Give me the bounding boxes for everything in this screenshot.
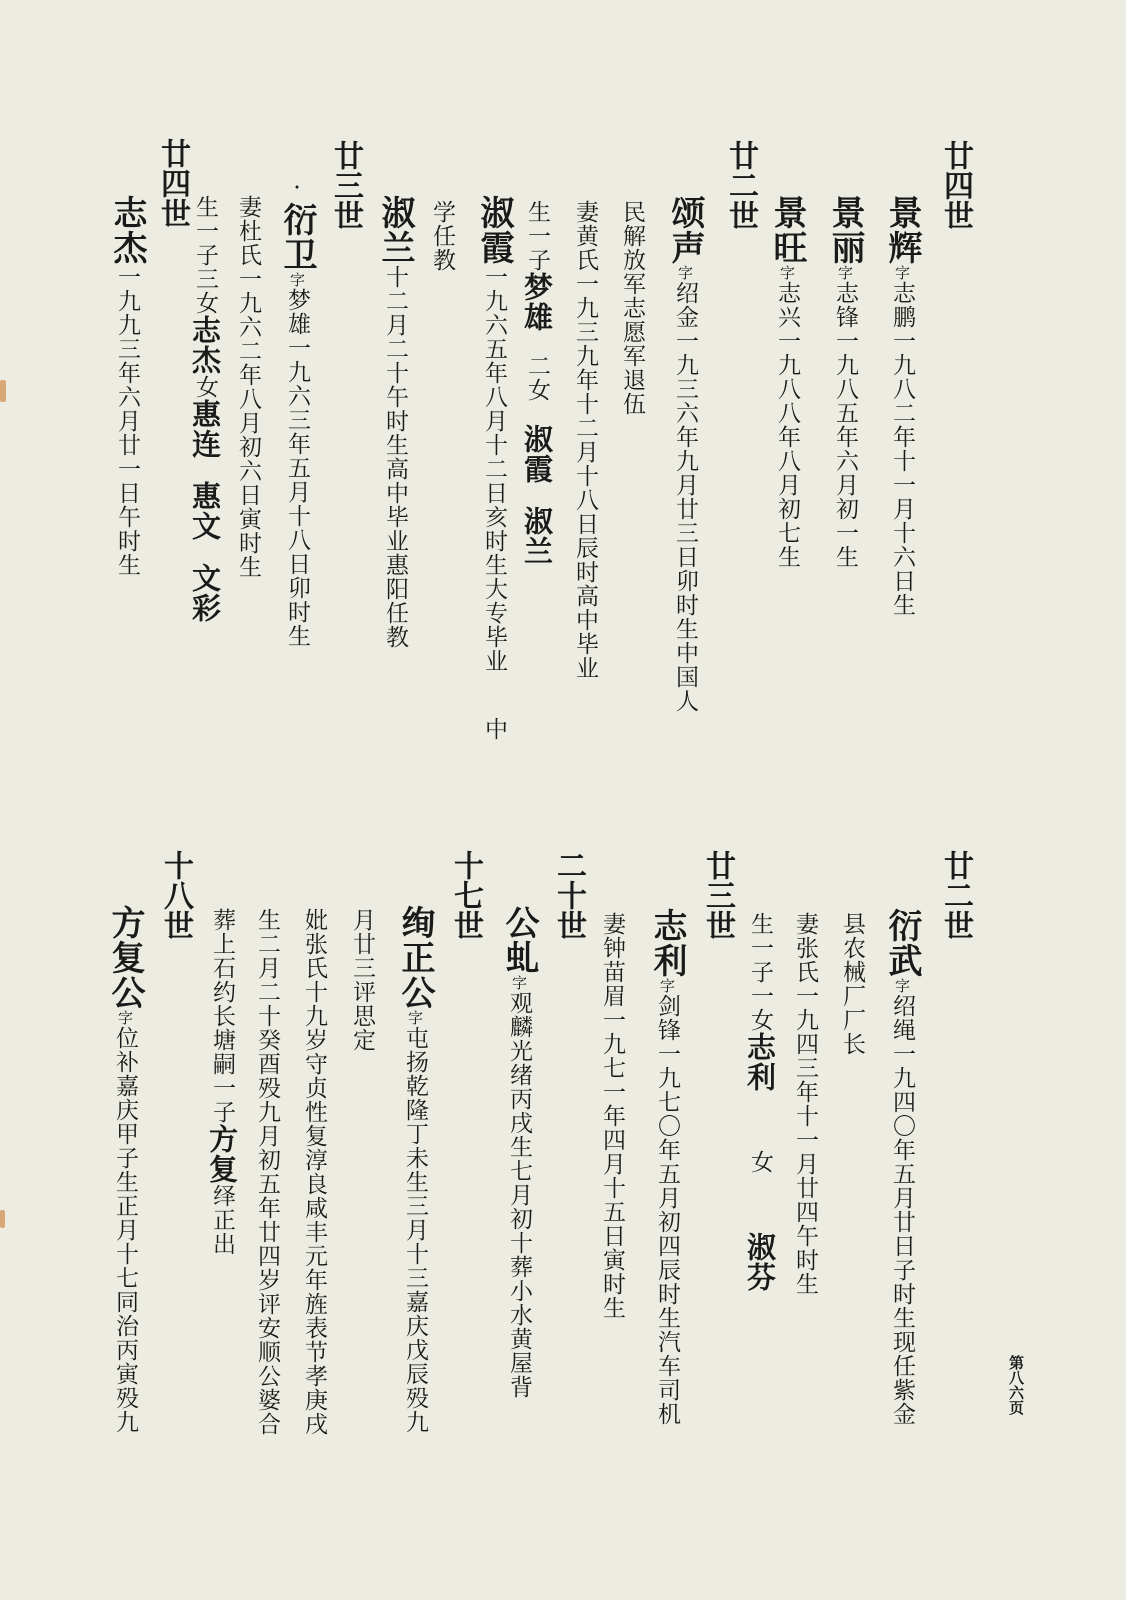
entry-jingwang [767, 195, 807, 569]
entry-songsheng [665, 195, 705, 713]
stain-mark [0, 380, 6, 402]
entry-children: 生一子梦雄二女淑霞淑兰 [520, 200, 554, 566]
person-name: 方复 [205, 1124, 239, 1184]
person-name: 公虬 [499, 905, 539, 975]
entry-jingli [825, 195, 865, 569]
person-name: 志杰 [188, 315, 222, 375]
generation-heading: 廿四世 [938, 140, 973, 230]
mark-dot: · [284, 175, 310, 202]
entry-continuation: 学任教 [429, 200, 455, 272]
zi-marker: 字 [406, 1010, 424, 1026]
entry-zhijie [107, 195, 147, 577]
person-name: 淑霞 [474, 195, 514, 265]
person-name: 绚正公 [395, 905, 435, 1010]
entry-continuation: 葬上石约长塘嗣一子方复绎正出 [205, 908, 239, 1256]
person-name: 景旺 [767, 195, 807, 265]
entry-text: 十二月二十午时生高中毕业惠阳任教 [382, 265, 408, 649]
zi-marker: 字 [893, 265, 911, 281]
entry-spouse: 妻张氏一九四三年十一月廿四午时生 [792, 912, 818, 1296]
entry-spouse: 妻杜氏一九六二年八月初六日寅时生 [235, 195, 261, 579]
entry-yanwu [882, 908, 922, 1426]
person-name: 颂声 [665, 195, 705, 265]
person-name: 志杰 [107, 195, 147, 265]
zi-marker: 字 [836, 265, 854, 281]
entry-shuxia: 淑霞一九六五年八月十二日亥时生大专毕业中 [474, 195, 514, 741]
entry-continuation: 妣张氏十九岁守贞性复淳良咸丰元年旌表节孝庚戌 [301, 908, 327, 1436]
entry-continuation: 月廿三评思定 [349, 908, 375, 1052]
generation-heading: 十七世 [448, 850, 483, 940]
person-name: 景辉 [882, 195, 922, 265]
person-name: 方复公 [105, 905, 145, 1010]
entry-text: 梦雄一九六三年五月十八日卯时生 [284, 288, 310, 648]
zi-marker: 字 [893, 978, 911, 994]
entry-gongqiu [499, 905, 539, 1399]
person-name: 淑兰 [520, 506, 554, 566]
person-name: 景丽 [825, 195, 865, 265]
generation-heading: 廿三世 [328, 140, 363, 230]
generation-heading: 廿三世 [700, 850, 735, 940]
entry-text: 一九九三年六月廿一日午时生 [114, 265, 140, 577]
person-name: 志利 [647, 908, 687, 978]
zi-marker: 字 [658, 978, 676, 994]
entry-zhili [647, 908, 687, 1426]
generation-heading: 十八世 [158, 850, 193, 940]
person-name: 衍卫 [277, 202, 317, 272]
entry-text: 剑锋一九七〇年五月初四辰时生汽车司机 [654, 994, 680, 1426]
generation-heading: 廿四世 [155, 138, 190, 228]
zi-marker: 字 [778, 265, 796, 281]
entry-children: 生一子一女志利女淑芬 [743, 912, 777, 1292]
generation-heading: 廿二世 [723, 140, 758, 230]
page-number: 第八六页 [1007, 1355, 1025, 1415]
person-name: 惠连 [188, 399, 222, 459]
entry-text: 绍金一九三六年九月廿三日卯时生中国人 [672, 281, 698, 713]
entry-children: 生一子三女志杰女惠连惠文文彩 [188, 195, 222, 623]
stain-mark [0, 1210, 5, 1228]
zi-marker: 字 [116, 1010, 134, 1026]
person-name: 梦雄 [520, 272, 554, 332]
person-name: 惠文 [188, 481, 222, 541]
entry-spouse: 妻黄氏一九三九年十二月十八日辰时高中毕业 [572, 200, 598, 680]
generation-heading: 廿二世 [938, 850, 973, 940]
entry-text: 志兴一九八八年八月初七生 [774, 281, 800, 569]
entry-continuation: 生二月二十癸酉殁九月初五年廿四岁评安顺公婆合 [254, 908, 280, 1436]
person-name: 衍武 [882, 908, 922, 978]
entry-jinghui [882, 195, 922, 617]
entry-text: 位补嘉庆甲子生正月十七同治丙寅殁九 [112, 1026, 138, 1434]
person-name: 文彩 [188, 563, 222, 623]
generation-heading: 二十世 [551, 850, 586, 940]
entry-text: 绍绳一九四〇年五月廿日子时生现任紫金 [889, 994, 915, 1426]
person-name: 淑兰 [375, 195, 415, 265]
entry-continuation: 民解放军志愿军退伍 [619, 200, 645, 416]
zi-marker: 字 [676, 265, 694, 281]
entry-text: 志鹏一九八二年十一月十六日生 [889, 281, 915, 617]
entry-shulan [375, 195, 415, 649]
entry-text: 一九六五年八月十二日亥时生大专毕业 [481, 265, 507, 673]
entry-spouse: 妻钟苗眉一九七一年四月十五日寅时生 [599, 912, 625, 1320]
person-name: 志利 [743, 1032, 777, 1092]
person-name: 淑芬 [743, 1232, 777, 1292]
entry-text: 志锋一九八五年六月初一生 [832, 281, 858, 569]
entry-xunzheng [395, 905, 435, 1434]
zi-marker: 字 [288, 272, 306, 288]
entry-fangfu [105, 905, 145, 1434]
entry-yanwei [277, 175, 317, 648]
zi-marker: 字 [510, 975, 528, 991]
person-name: 淑霞 [520, 424, 554, 484]
entry-continuation: 县农械厂厂长 [839, 912, 865, 1056]
entry-text: 观麟光绪丙戌生七月初十葬小水黄屋背 [506, 991, 532, 1399]
entry-text: 屯扬乾隆丁未生三月十三嘉庆戊辰殁九 [402, 1026, 428, 1434]
